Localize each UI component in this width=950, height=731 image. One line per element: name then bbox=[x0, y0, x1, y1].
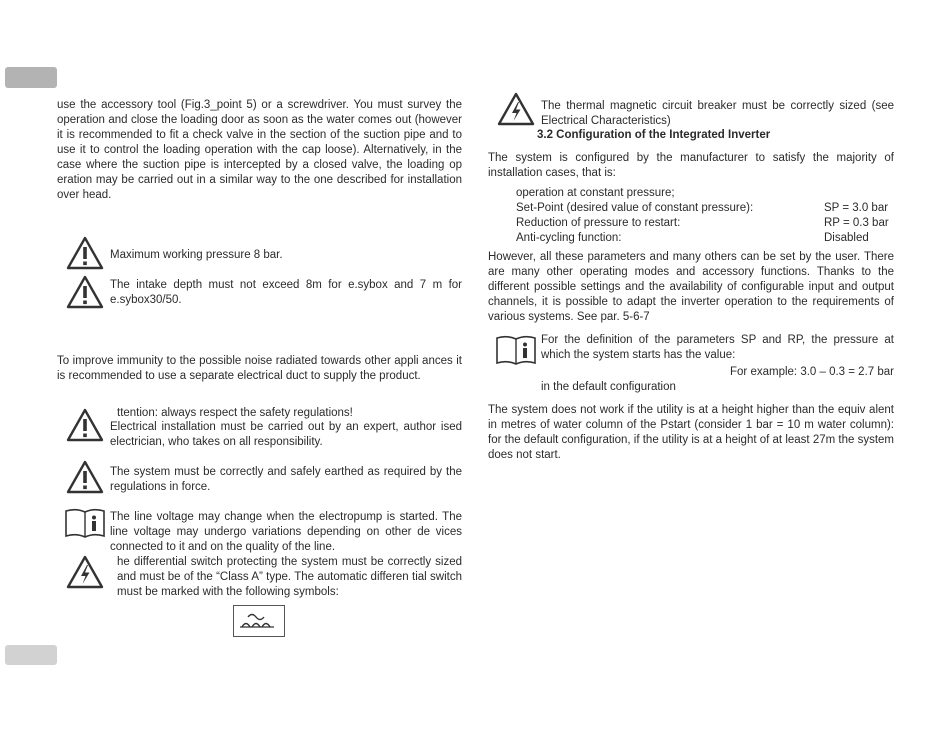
line-voltage-text: The line voltage may change when the electropump is started. The line voltage may undergo variations depending on other de vices connected to it and on the quality of the line. bbox=[110, 511, 462, 553]
thermal-breaker-text: The thermal magnetic circuit breaker must be correctly sized (see Electrical Characteristics) bbox=[541, 100, 894, 127]
setting-row bbox=[516, 201, 894, 216]
setting-value: SP = 3.0 bar bbox=[824, 202, 889, 214]
setting-value: RP = 0.3 bar bbox=[824, 217, 889, 229]
info-book-icon bbox=[64, 507, 106, 539]
ac-pulsating-dc-symbol bbox=[233, 605, 285, 637]
however-paragraph: However, all these parameters and many others can be set by the user. There are many other operating modes and accessory functions. Thanks to the different possible settings and the availability of configurable input and output channels, it is possible to adapt the inverter operation to the requirements of various systems. See par. 5-6-7 bbox=[488, 251, 894, 323]
setting-label: operation at constant pressure; bbox=[516, 187, 675, 199]
attention-heading: ttention: always respect the safety regulations! bbox=[117, 407, 353, 419]
warning-triangle-icon bbox=[66, 460, 104, 494]
page-tab-top bbox=[5, 67, 57, 88]
section-title: 3.2 Configuration of the Integrated Inverter bbox=[537, 129, 771, 141]
setting-row bbox=[516, 216, 894, 231]
setting-label: Set-Point (desired value of constant pressure): bbox=[516, 202, 754, 214]
example-formula: For example: 3.0 – 0.3 = 2.7 bar bbox=[730, 366, 894, 378]
differential-heading bbox=[117, 555, 462, 600]
intro-paragraph: use the accessory tool (Fig.3_point 5) or a screwdriver. You must survey the operation and close the loading door as soon as the water comes out (however it is recommended to fit a check valve in the section of the suction pipe and to use it to control the loading operation with the cap loose). Alternatively, in the case where the suction pipe is intercepted by a closed valve, the loading op eration may be carried out in a similar way to the one described for installation over head. bbox=[57, 99, 462, 201]
warning-pressure-text: Maximum working pressure 8 bar. bbox=[110, 249, 283, 261]
info-book-icon bbox=[495, 334, 537, 366]
warning-triangle-icon bbox=[66, 236, 104, 270]
setting-row bbox=[516, 231, 894, 246]
immunity-paragraph: To improve immunity to the possible noise radiated towards other appli ances it is recommended to use a separate electrical duct to supply the product. bbox=[57, 355, 462, 382]
electric-hazard-icon bbox=[66, 555, 104, 589]
setting-label: Anti-cycling function: bbox=[516, 232, 622, 244]
not-work-paragraph: The system does not work if the utility is at a height higher than the equiv alent in metres of water column of the Pstart (consider 1 bar = 10 m water column): for the default configuration, if the utility is at a height of at least 27m the system does not start. bbox=[488, 404, 894, 461]
warning-triangle-icon bbox=[66, 408, 104, 442]
setting-value: Disabled bbox=[824, 232, 869, 244]
definition-text: For the definition of the parameters SP and RP, the pressure at which the system starts has the value: bbox=[541, 334, 894, 361]
differential-text-line: he differential switch protecting the system must be correctly sized and must be of the “Class A” type. The automatic differen tial switch must be marked with the following symbols: bbox=[117, 556, 462, 598]
warning-triangle-icon bbox=[66, 275, 104, 309]
setting-row bbox=[516, 186, 894, 201]
warning-intake-text: The intake depth must not exceed 8m for e.sybox and 7 m for e.sybox30/50. bbox=[110, 279, 462, 306]
setting-label: Reduction of pressure to restart: bbox=[516, 217, 681, 229]
earthing-text: The system must be correctly and safely earthed as required by the regulations in force. bbox=[110, 466, 462, 493]
default-config-text: in the default configuration bbox=[541, 381, 676, 393]
electric-hazard-icon bbox=[497, 92, 535, 126]
attention-text: Electrical installation must be carried out by an expert, author ised electrician, who takes on all responsibility. bbox=[110, 421, 462, 448]
config-intro: The system is configured by the manufacturer to satisfy the majority of installation cases, that is: bbox=[488, 152, 894, 179]
page-tab-bottom bbox=[5, 645, 57, 665]
